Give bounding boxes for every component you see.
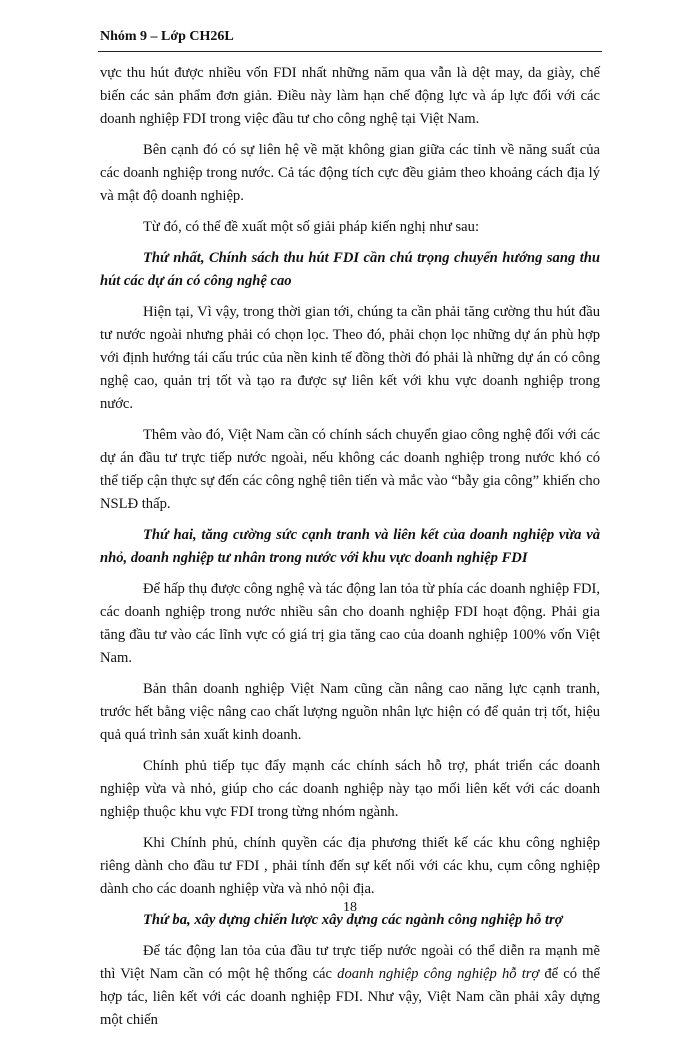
section-heading: Thứ ba, xây dựng chiến lược xây dựng các ngành công nghiệp hỗ trợ <box>143 912 563 928</box>
section-heading: Thứ nhất, Chính sách thu hút FDI cần chú trọng chuyển hướng sang thu hút các dự án có công nghệ cao <box>100 250 600 289</box>
paragraph: Bên cạnh đó có sự liên hệ về mặt không gian giữa các tỉnh về năng suất của các doanh nghiệp trong nước. Cả tác động tích cực đều giảm theo khoảng cách địa lý và mật độ doanh nghiệp. <box>100 142 600 204</box>
page-header: Nhóm 9 – Lớp CH26L <box>100 29 234 44</box>
paragraph-text: để có thể hợp tác, liên kết với các doanh nghiệp FDI. Như vậy, Việt Nam cần phải xây dựng một chiến <box>100 966 600 1028</box>
paragraph: Thêm vào đó, Việt Nam cần có chính sách chuyển giao công nghệ đối với các dự án đầu tư trực tiếp nước ngoài, nếu không các doanh nghiệp trong nước khó có thể tiếp cận thực sự đến các công nghệ tiên tiến và mắc vào “bẫy gia công” khiến cho NSLĐ thấp. <box>100 427 600 512</box>
header-divider <box>98 51 602 52</box>
paragraph: Hiện tại, Vì vậy, trong thời gian tới, chúng ta cần phải tăng cường thu hút đầu tư nước ngoài nhưng phải có chọn lọc. Theo đó, phải chọn lọc những dự án phù hợp với định hướng tái cấu trúc của nền kinh tế đồng thời đó phải là những dự án có công nghệ cao, quản trị tốt và tạo ra được sự liên kết với khu vực doanh nghiệp trong nước. <box>100 304 600 412</box>
section-heading: Thứ hai, tăng cường sức cạnh tranh và liên kết của doanh nghiệp vừa và nhỏ, doanh nghiệp tư nhân trong nước với khu vực doanh nghiệp FDI <box>100 527 600 566</box>
paragraph: vực thu hút được nhiều vốn FDI nhất những năm qua vẫn là dệt may, da giày, chế biến các sản phẩm đơn giản. Điều này làm hạn chế động lực và áp lực đối với các doanh nghiệp FDI trong việc đầu tư cho công nghệ tại Việt Nam. <box>100 65 600 127</box>
paragraph: Bản thân doanh nghiệp Việt Nam cũng cần nâng cao năng lực cạnh tranh, trước hết bằng việc nâng cao chất lượng nguồn nhân lực hiện có để quản trị tốt, hiệu quả quá trình sản xuất kinh doanh. <box>100 681 600 743</box>
paragraph: Để hấp thụ được công nghệ và tác động lan tỏa từ phía các doanh nghiệp FDI, các doanh nghiệp trong nước nhiều sân cho doanh nghiệp FDI hoạt động. Phải gia tăng đầu tư vào các lĩnh vực có giá trị gia tăng cao của doanh nghiệp 100% vốn Việt Nam. <box>100 581 600 666</box>
paragraph: Chính phủ tiếp tục đẩy mạnh các chính sách hỗ trợ, phát triển các doanh nghiệp vừa và nhỏ, giúp cho các doanh nghiệp này tạo mối liên kết với các doanh nghiệp thuộc khu vực FDI trong từng nhóm ngành. <box>100 758 600 820</box>
paragraph: Từ đó, có thể đề xuất một số giải pháp kiến nghị như sau: <box>143 219 480 235</box>
paragraph <box>100 940 600 1032</box>
page-number: 18 <box>343 900 357 915</box>
italic-term: doanh nghiệp công nghiệp hỗ trợ <box>337 966 540 982</box>
paragraph-text: Để tác động lan tỏa của đầu tư trực tiếp nước ngoài có thể diễn ra mạnh mẽ thì Việt Nam cần có một hệ thống các <box>100 943 600 982</box>
paragraph: Khi Chính phủ, chính quyền các địa phương thiết kế các khu công nghiệp riêng dành cho đầu tư FDI , phải tính đến sự kết nối với các khu, cụm công nghiệp dành cho các doanh nghiệp vừa và nhỏ nội địa. <box>100 835 600 897</box>
document-body <box>100 62 600 1040</box>
